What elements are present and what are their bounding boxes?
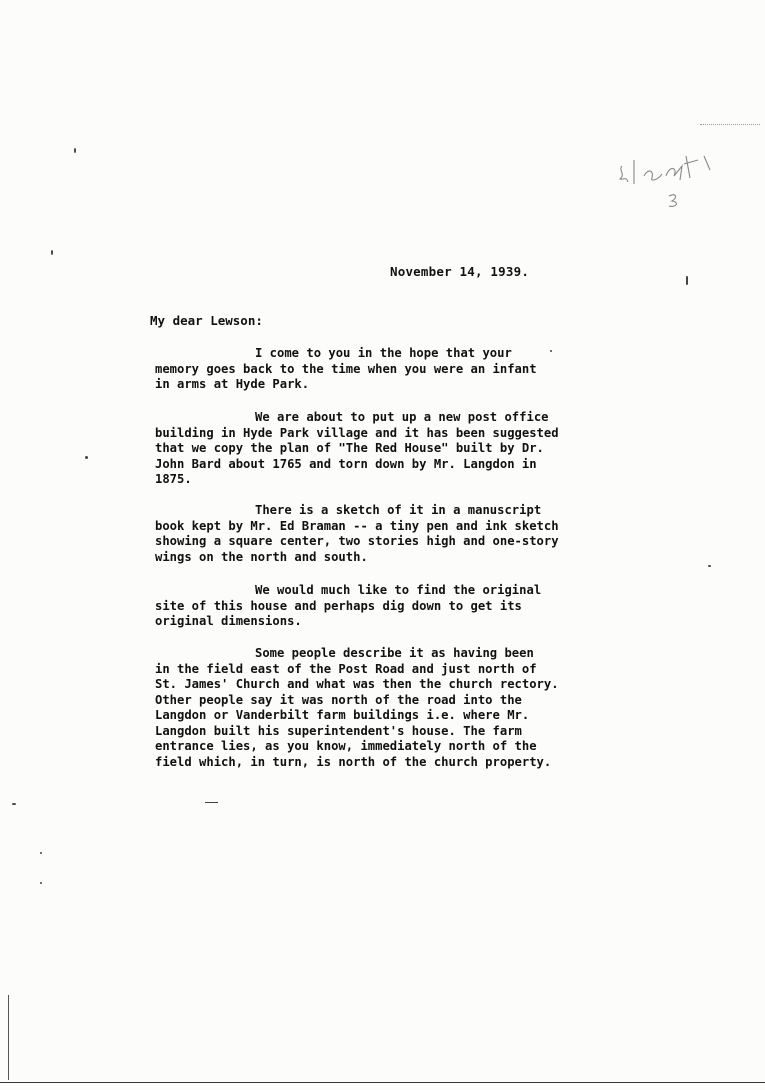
paragraph-line: Langdon built his superintendent's house. The farm	[155, 723, 522, 738]
scan-edge-left	[8, 995, 9, 1080]
salutation: My dear Lewson:	[150, 313, 263, 328]
paragraph-line: John Bard about 1765 and torn down by Mr. Langdon in	[155, 456, 537, 471]
speck	[51, 250, 53, 255]
paragraph-line: St. James' Church and what was then the church rectory.	[155, 677, 559, 691]
speck	[40, 852, 42, 854]
paragraph-line: Some people describe it as having been	[255, 646, 534, 660]
paragraph-line: 1875.	[155, 472, 192, 486]
speck	[85, 456, 88, 459]
speck	[686, 276, 688, 285]
paragraph-line: Other people say it was north of the road into the	[155, 692, 522, 707]
letter-date: November 14, 1939.	[390, 264, 530, 279]
paragraph-line: field which, in turn, is north of the church property.	[155, 754, 552, 769]
paragraph-line: showing a square center, two stories high and one-story	[155, 534, 559, 548]
paragraph-line: wings on the north and south.	[155, 549, 368, 564]
paragraph-5	[155, 646, 600, 770]
handwritten-annotation	[614, 146, 724, 216]
paragraph-line: entrance lies, as you know, immediately north of the	[155, 739, 537, 753]
paragraph-line: in arms at Hyde Park.	[155, 377, 310, 391]
paragraph-line: Langdon or Vanderbilt farm buildings i.e. where Mr.	[155, 708, 530, 722]
paragraph-line: book kept by Mr. Ed Braman -- a tiny pen and ink sketch	[155, 518, 559, 533]
paragraph-line: original dimensions.	[155, 614, 302, 628]
speck	[40, 882, 42, 884]
paragraph-1	[155, 346, 600, 393]
paragraph-line: building in Hyde Park village and it has been suggested	[155, 425, 559, 440]
scan-line-top	[700, 124, 760, 125]
scan-line-bottom	[0, 1082, 765, 1083]
paragraph-3	[155, 503, 600, 565]
speck	[74, 148, 76, 153]
speck	[12, 803, 16, 805]
paragraph-line: memory goes back to the time when you were an infant	[155, 361, 537, 376]
paragraph-line: We are about to put up a new post office	[255, 410, 549, 424]
paragraph-line: in the field east of the Post Road and just north of	[155, 661, 537, 676]
paragraph-line: that we copy the plan of "The Red House" built by Dr.	[155, 441, 544, 455]
paragraph-2	[155, 410, 600, 488]
speck	[708, 565, 711, 567]
paragraph-line: site of this house and perhaps dig down to get its	[155, 598, 522, 613]
paragraph-line: There is a sketch of it in a manuscript	[255, 503, 542, 517]
paragraph-line: I come to you in the hope that your	[255, 346, 512, 360]
paragraph-4	[155, 583, 600, 630]
paragraph-line: We would much like to find the original	[255, 583, 542, 597]
continuation-dash	[205, 802, 218, 803]
